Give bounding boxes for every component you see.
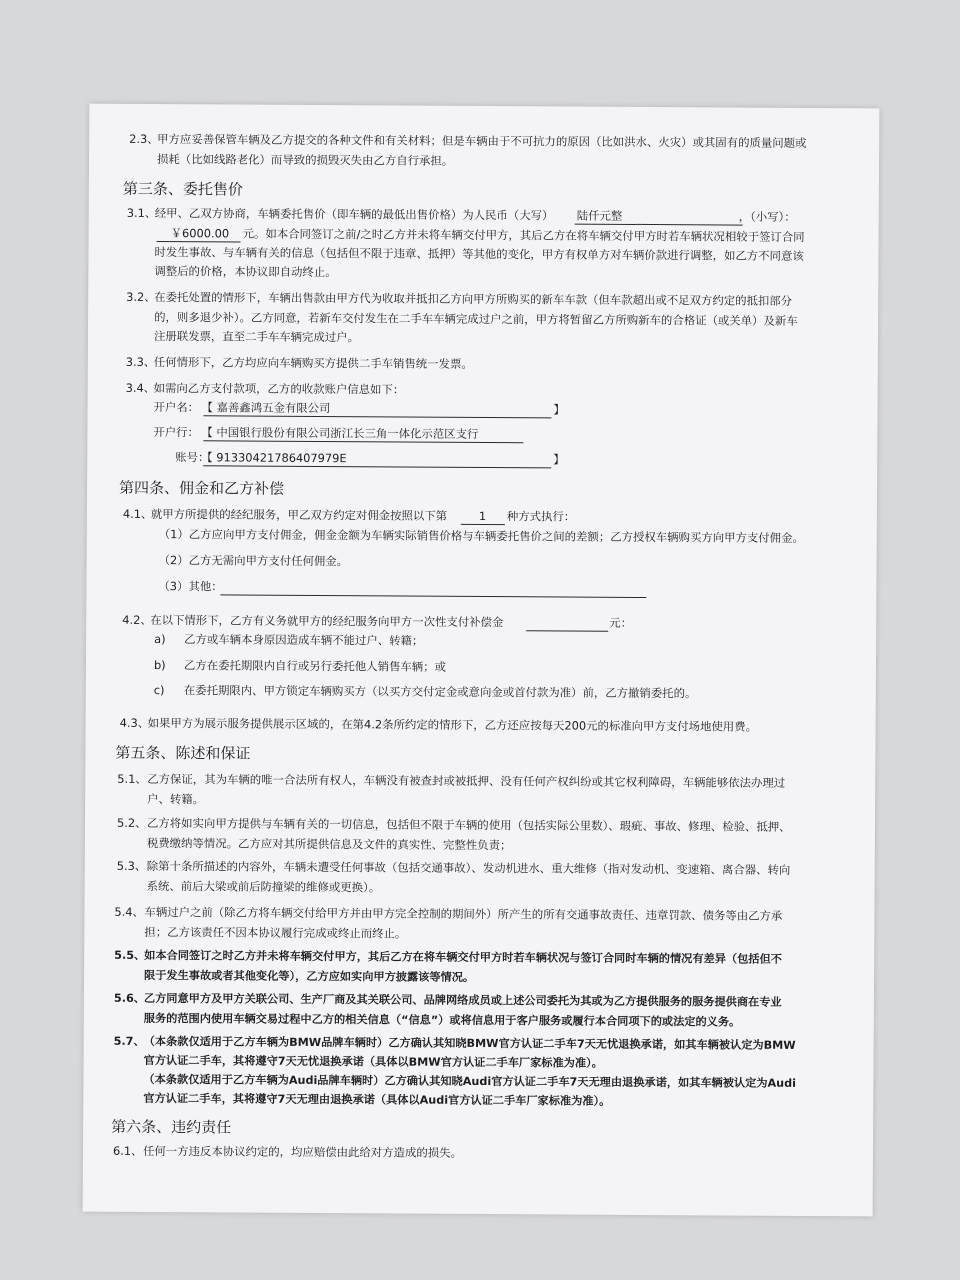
clause-text: ，（小写）： (738, 209, 796, 224)
clause-text: 注册联发票，直至二手车车辆完成过户。 (153, 328, 360, 345)
account-name-label: 开户名： (153, 399, 200, 415)
list-item: 在委托期限内、甲方锁定车辆购买方（以买方交付定金或意向金或首付款为准）前，乙方撤销委托的。 (183, 683, 697, 701)
price-lower-value[interactable]: ￥6000.00 (170, 226, 230, 241)
account-name-underline (203, 415, 551, 418)
commission-option-value[interactable]: 1 (478, 508, 487, 524)
account-name-value[interactable]: 【 嘉善鑫鸿五金有限公司 (201, 400, 331, 416)
clause-number: 4.2、 (122, 612, 152, 627)
clause-number: 5.6、 (113, 991, 145, 1005)
section-title: 第五条、陈述和保证 (115, 743, 251, 763)
clause-number: 3.2、 (126, 289, 156, 305)
commission-option-3: （3）其他： (158, 579, 223, 594)
clause-number: 2.3、 (129, 131, 159, 147)
commission-option-1: （1）乙方应向甲方支付佣金，佣金金额为车辆实际销售价格与车辆委托售价之间的差额；乙方授权车辆购买方向甲方支付佣金。 (158, 527, 804, 545)
clause-text: 如需向乙方支付款项，乙方的收款账户信息如下： (153, 380, 405, 397)
clause-text: 担；乙方该责任不因本协议履行完成或终止而终止。 (144, 924, 407, 941)
clause-text: 户、转籍。 (147, 791, 205, 807)
clause-text: 在委托处置的情形下，车辆出售款由甲方代为收取并抵扣乙方向甲方所购买的新车车款（但车款超出或不足双方约定的抵扣部分 (154, 289, 793, 308)
clause-text: 元。如本合同签订之前/之时乙方并未将车辆交付甲方，其后乙方在将车辆交付甲方时若车辆状况相较于签订合同 (242, 226, 805, 244)
clause-number: 4.1、 (122, 506, 153, 521)
clause-text: 种方式执行： (506, 509, 576, 524)
clause-text: 甲方应妥善保管车辆及乙方提交的各种文件和有关材料；但是车辆由于不可抗力的原因（比如洪水、火灾）或其固有的质量问题或 (157, 132, 807, 150)
clause-number: 5.2、 (116, 815, 147, 830)
clause-number: 3.1、 (126, 205, 157, 221)
clause-text: 时发生事故、与车辆有关的信息（包括但不限于违章、抵押）等其他的变化，甲方有权单方对车辆价款进行调整，如乙方不同意该 (154, 244, 804, 263)
bracket-close: 】 (553, 452, 565, 467)
clause-text: 限于发生事故或者其他变化等），乙方应如实向甲方披露该等情况。 (144, 968, 475, 984)
compensation-amount-underline[interactable] (526, 630, 608, 632)
clause-text: 在以下情形下，乙方有义务就甲方的经纪服务向甲方一次性支付补偿金 (150, 612, 504, 630)
list-label: b) (153, 658, 166, 673)
clause-number: 3.4、 (125, 380, 156, 396)
clause-text: 官方认证二手车，其将遵守7天无理由退换承诺（具体以Audi官方认证二手车厂家标准为准）。 (143, 1091, 611, 1108)
commission-option-underline (461, 524, 505, 525)
clause-number: 5.3、 (116, 858, 147, 873)
clause-text: 的，则多退少补）。乙方同意，若新车交付发生在二手车车辆完成过户之前，甲方将暂留乙方所购新车的合格证（或关单）及新车 (154, 309, 798, 328)
commission-option-2: （2）乙方无需向甲方支付任何佣金。 (158, 553, 349, 569)
bank-value[interactable]: 【 中国银行股份有限公司浙江长三角一体化示范区支行 (201, 425, 479, 441)
clause-number: 3.3、 (125, 354, 156, 370)
bank-label: 开户行： (153, 424, 200, 440)
clause-text: 车辆过户之前（除乙方将车辆交付给甲方并由甲方完全控制的期间外）所产生的所有交通事故责任、违章罚款、债务等由乙方承 (144, 904, 783, 923)
list-label: c) (153, 683, 165, 698)
clause-text: 损耗（比如线路老化）而导致的损毁灭失由乙方自行承担。 (157, 152, 454, 168)
list-item: 乙方或车辆本身原因造成车辆不能过户、转籍； (184, 632, 424, 648)
list-label: a) (154, 632, 166, 647)
price-upper-underline (575, 224, 743, 226)
clause-text: 调整后的价格，本协议即自动终止。 (154, 263, 337, 280)
clause-text: 乙方保证，其为车辆的唯一合法所有权人，车辆没有被查封或被抵押、没有任何产权纠纷或其它权利障碍，车辆能够依法办理过 (147, 771, 786, 790)
clause-text: 税费缴纳等情况。乙方应对其所提供信息及文件的真实性、完整性负责； (146, 835, 512, 853)
other-terms-underline[interactable] (220, 594, 646, 598)
section-title: 第六条、违约责任 (111, 1117, 232, 1137)
clause-text: 如本合同签订之时乙方并未将车辆交付甲方，其后乙方在将车辆交付甲方时若车辆状况与签订合同时车辆的情况有差异（包括但不 (144, 948, 782, 966)
clause-text: 任何一方违反本协议约定的，均应赔偿由此给对方造成的损失。 (142, 1143, 462, 1160)
clause-number: 4.3、 (119, 715, 150, 730)
clause-number: 5.7、 (113, 1034, 145, 1048)
clause-text: 任何情形下，乙方均应向车辆购买方提供二手车销售统一发票。 (153, 354, 473, 371)
clause-number: 5.4、 (114, 904, 145, 919)
clause-text: （本条款仅适用于乙方车辆为Audi品牌车辆时）乙方确认其知晓Audi官方认证二手车7天无理由退换承诺，如其车辆被认定为Audi (143, 1072, 797, 1090)
clause-text: 服务的范围内使用车辆交易过程中乙方的相关信息（“信息”）或将信息用于客户服务或履行本合同项下的或法定的义务。 (143, 1011, 741, 1029)
clause-number: 5.1、 (117, 771, 147, 786)
contract-page (83, 104, 880, 1217)
bracket-close: 】 (553, 402, 565, 417)
clause-text: 就甲方所提供的经纪服务，甲乙双方约定对佣金按照以下第 (150, 506, 448, 523)
account-number-label: 账号： (175, 450, 210, 465)
price-lower-underline (157, 241, 241, 243)
price-upper-value[interactable]: 陆仟元整 (576, 208, 623, 223)
list-item: 乙方在委托期限内自行或另行委托他人销售车辆；或 (183, 658, 447, 674)
clause-text: 官方认证二手车，其将遵守7天无忧退换承诺（具体以BMW官方认证二手车厂家标准为准）。 (143, 1053, 603, 1070)
section-title: 第三条、委托售价 (122, 179, 243, 199)
clause-text: （本条款仅适用于乙方车辆为BMW品牌车辆时）乙方确认其知晓BMW官方认证二手车7天无忧退换承诺，如其车辆被认定为BMW (143, 1034, 796, 1052)
account-number-underline (203, 465, 551, 468)
section-title: 第四条、佣金和乙方补偿 (118, 478, 285, 498)
clause-number: 5.5、 (114, 948, 146, 962)
clause-number: 6.1、 (112, 1143, 143, 1158)
clause-text: 经甲、乙双方协商，车辆委托售价（即车辆的最低出售价格）为人民币（大写） (154, 205, 554, 223)
clause-text: 如果甲方为展示服务提供展示区域的，在第4.2条所约定的情形下，乙方还应按每天200元的标准向甲方支付场地使用费。 (147, 715, 758, 734)
clause-text: 乙方将如实向甲方提供与车辆有关的一切信息，包括但不限于车辆的使用（包括实际公里数）、瑕疵、事故、修理、检验、抵押、 (146, 815, 791, 834)
clause-text: 除第十条所描述的内容外，车辆未遭受任何事故（包括交通事故）、发动机进水、重大维修（指对发动机、变速箱、离合器、转向 (146, 858, 791, 877)
clause-text: 乙方同意甲方及甲方关联公司、生产厂商及其关联公司、品牌网络成员或上述公司委托为其或为乙方提供服务的服务提供商在专业 (143, 991, 782, 1009)
clause-text: 系统、前后大梁或前后防撞梁的维修或更换）。 (146, 878, 381, 895)
account-number-value[interactable]: 【 91330421786407979E (201, 450, 347, 466)
clause-text: 元： (609, 615, 633, 630)
